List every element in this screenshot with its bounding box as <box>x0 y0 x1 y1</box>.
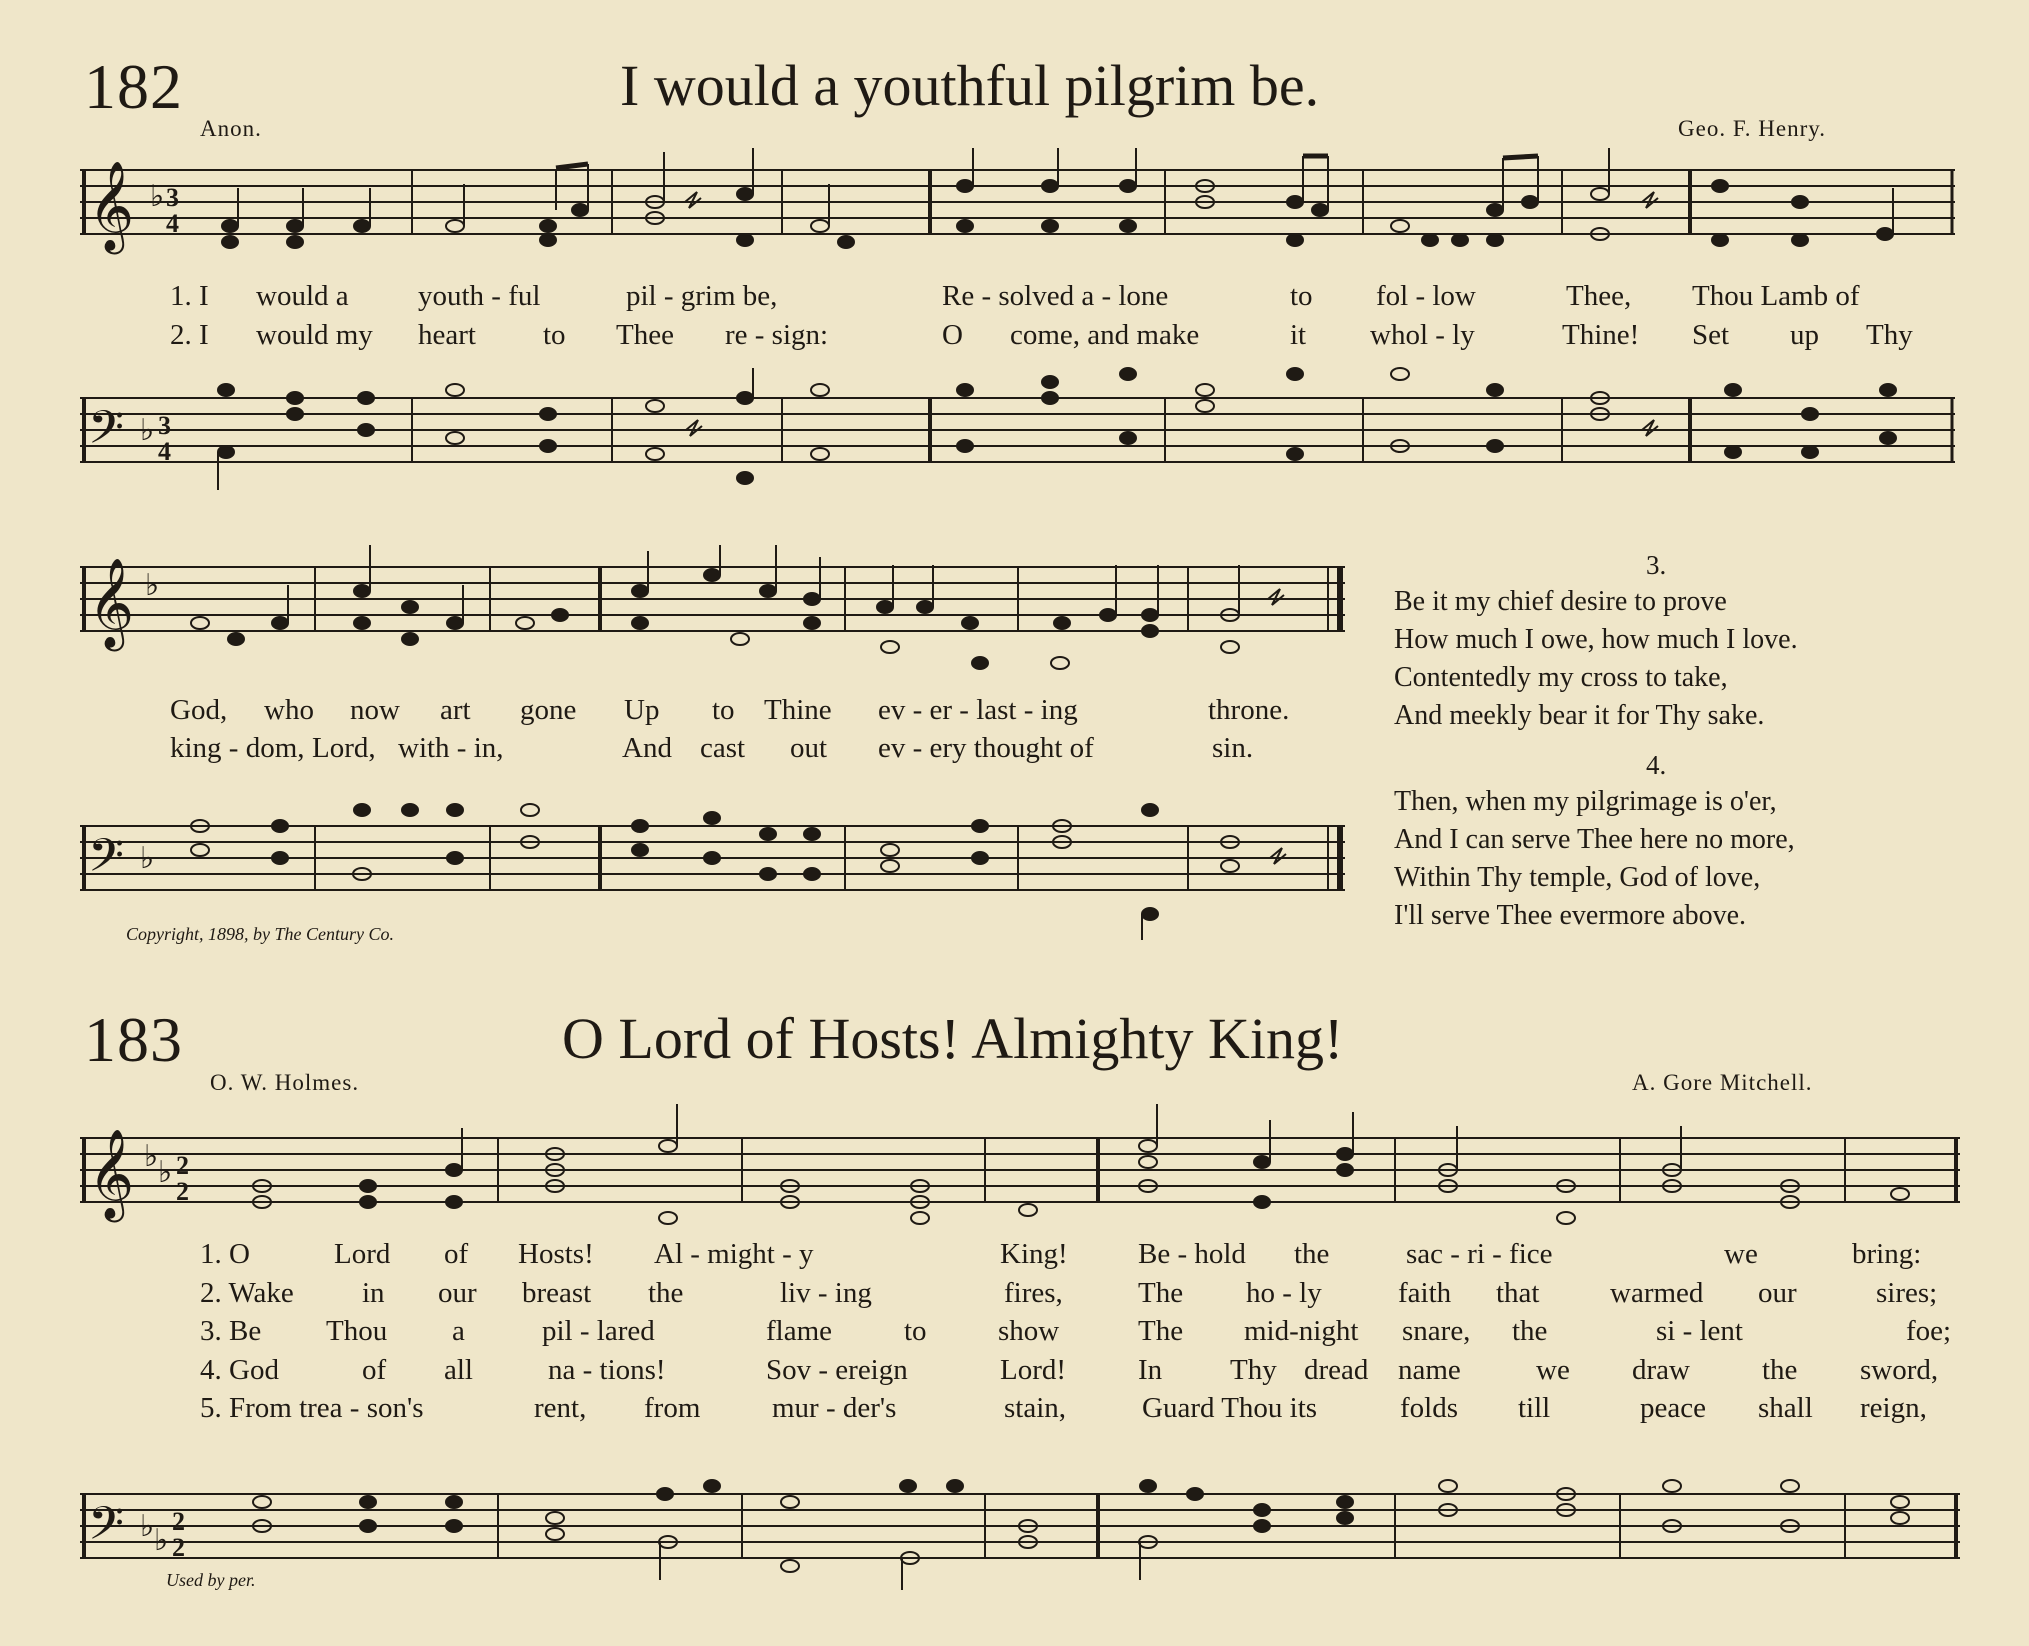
lyric-word: The <box>1138 1277 1184 1309</box>
svg-text:♭: ♭ <box>154 1524 169 1557</box>
lyric-word: art <box>440 694 471 726</box>
svg-text:3: 3 <box>158 411 171 440</box>
lyric-word: Thee <box>616 319 674 351</box>
lyric-word: of <box>362 1354 387 1386</box>
hymn-182-copyright: Copyright, 1898, by The Century Co. <box>126 924 394 944</box>
lyric-word: Lord, <box>312 732 376 764</box>
stanza-line: And meekly bear it for Thy sake. <box>1394 700 1765 731</box>
lyric-word: till <box>1518 1392 1551 1424</box>
stanza-line: And I can serve Thee here no more, <box>1394 824 1795 855</box>
lyric-word: the <box>648 1277 684 1309</box>
svg-text:2: 2 <box>176 1177 189 1206</box>
hymn-183-permission-note: Used by per. <box>166 1570 256 1590</box>
lyric-word: ev - er - last - ing <box>878 694 1078 726</box>
lyric-word: sires; <box>1876 1277 1938 1309</box>
lyric-word: draw <box>1632 1354 1690 1386</box>
hymn-183-verse4-lyrics <box>0 1354 2029 1388</box>
svg-text:2: 2 <box>176 1151 189 1180</box>
lyric-word: Thou <box>326 1315 388 1347</box>
lyric-word: up <box>1790 319 1819 351</box>
lyric-word: faith <box>1398 1277 1452 1309</box>
lyric-word: whol - ly <box>1370 319 1475 351</box>
lyric-word: throne. <box>1208 694 1290 726</box>
hymn-183-verse5-lyrics <box>0 1392 2029 1426</box>
lyric-word: 1. O <box>200 1238 250 1270</box>
lyric-word: fol - low <box>1376 280 1476 312</box>
lyric-word: O <box>942 319 963 351</box>
stanza-line: I'll serve Thee evermore above. <box>1394 900 1747 931</box>
lyric-word: to <box>543 319 566 351</box>
stanza-line: Within Thy temple, God of love, <box>1394 862 1761 893</box>
svg-text:♭: ♭ <box>140 1510 155 1543</box>
svg-text:4: 4 <box>166 209 179 238</box>
lyric-word: re - sign: <box>725 319 829 351</box>
hymn-183-title: O Lord of Hosts! Almighty King! <box>562 1006 1344 1071</box>
svg-text:2: 2 <box>172 1507 185 1536</box>
lyric-word: that <box>1496 1277 1540 1309</box>
hymn-183-music-credit: A. Gore Mitchell. <box>1632 1070 1813 1095</box>
hymn-182-system2-verse1-lyrics <box>0 694 1380 728</box>
lyric-word: Lord <box>334 1238 391 1270</box>
lyric-word: mur - der's <box>772 1392 897 1424</box>
svg-text:𝄢: 𝄢 <box>88 401 125 466</box>
lyric-word: sword, <box>1860 1354 1939 1386</box>
lyric-word: Hosts! <box>518 1238 594 1270</box>
lyric-word: King! <box>1000 1238 1068 1270</box>
hymn-183-verse3-lyrics <box>0 1315 2029 1349</box>
lyric-word: stain, <box>1004 1392 1067 1424</box>
stanza-line: Contentedly my cross to take, <box>1394 662 1728 693</box>
lyric-word: warmed <box>1610 1277 1704 1309</box>
hymn-182-system1-treble-staff <box>0 148 2029 288</box>
svg-text:𝄞: 𝄞 <box>88 1129 135 1219</box>
stanza-line: How much I owe, how much I love. <box>1394 624 1798 655</box>
svg-text:𝄞: 𝄞 <box>88 558 135 648</box>
svg-text:𝄢: 𝄢 <box>88 829 125 894</box>
svg-text:𝄢: 𝄢 <box>88 1497 125 1562</box>
lyric-word: of <box>444 1238 469 1270</box>
hymn-183-words-credit: O. W. Holmes. <box>210 1070 360 1095</box>
lyric-word: gone <box>520 694 577 726</box>
hymn-183-verse1-lyrics <box>0 1238 2029 1272</box>
lyric-word: in <box>362 1277 385 1309</box>
lyric-word: pil - grim be, <box>626 280 778 312</box>
lyric-word: we <box>1724 1238 1758 1270</box>
lyric-word: it <box>1290 319 1307 351</box>
lyric-word: with - in, <box>398 732 504 764</box>
lyric-word: pil - lared <box>542 1315 655 1347</box>
svg-text:♭: ♭ <box>150 180 165 213</box>
hymn-182-system2-bass-staff <box>0 772 1370 942</box>
lyric-word: Thy <box>1866 319 1913 351</box>
hymn-183-verse2-lyrics <box>0 1277 2029 1311</box>
lyric-word: sac - ri - fice <box>1406 1238 1553 1270</box>
lyric-word: name <box>1398 1354 1461 1386</box>
hymn-183-treble-staff <box>0 1100 2029 1240</box>
lyric-word: show <box>998 1315 1060 1347</box>
lyric-word: Lord! <box>1000 1354 1067 1386</box>
hymn-182-number: 182 <box>84 51 183 122</box>
lyric-word: 5. From trea - son's <box>200 1392 424 1424</box>
lyric-word: Re - solved a - lone <box>942 280 1169 312</box>
svg-text:𝄞: 𝄞 <box>88 161 135 251</box>
lyric-word: sin. <box>1212 732 1254 764</box>
hymn-182-system2-treble-staff <box>0 545 1370 685</box>
lyric-word: Thy <box>1230 1354 1277 1386</box>
lyric-word: na - tions! <box>548 1354 666 1386</box>
lyric-word: God, <box>170 694 228 726</box>
lyric-word: snare, <box>1402 1315 1471 1347</box>
lyric-word: king - dom, <box>170 732 305 764</box>
stanza-number: 3. <box>1646 550 1667 580</box>
lyric-word: 2. I <box>170 319 209 351</box>
lyric-word: ev - ery thought of <box>878 732 1094 764</box>
lyric-word: youth - ful <box>418 280 541 312</box>
lyric-word: to <box>1290 280 1313 312</box>
lyric-word: 1. I <box>170 280 209 312</box>
lyric-word: Set <box>1692 319 1730 351</box>
svg-text:♭: ♭ <box>158 1156 173 1189</box>
lyric-word: Up <box>624 694 660 726</box>
lyric-word: si - lent <box>1656 1315 1743 1347</box>
lyric-word: our <box>438 1277 477 1309</box>
stanza-line: Be it my chief desire to prove <box>1394 586 1727 617</box>
lyric-word: cast <box>700 732 746 764</box>
lyric-word: shall <box>1758 1392 1813 1424</box>
lyric-word: from <box>644 1392 701 1424</box>
hymn-182-stanza-3 <box>1394 546 2014 735</box>
lyric-word: Sov - ereign <box>766 1354 908 1386</box>
lyric-word: foe; <box>1906 1315 1952 1347</box>
svg-text:♭: ♭ <box>145 569 160 602</box>
stanza-line: Then, when my pilgrimage is o'er, <box>1394 786 1777 817</box>
lyric-word: In <box>1138 1354 1163 1386</box>
lyric-word: the <box>1512 1315 1548 1347</box>
lyric-word: Al - might - y <box>654 1238 814 1270</box>
lyric-word: bring: <box>1852 1238 1922 1270</box>
lyric-word: heart <box>418 319 476 351</box>
hymn-183-bass-staff <box>0 1440 2029 1600</box>
svg-text:♭: ♭ <box>140 842 155 875</box>
lyric-word: peace <box>1640 1392 1706 1424</box>
hymn-182-system1-verse2-lyrics <box>0 319 2029 353</box>
lyric-word: mid-night <box>1244 1315 1359 1347</box>
svg-text:3: 3 <box>166 183 179 212</box>
lyric-word: fires, <box>1004 1277 1063 1309</box>
hymn-182-stanza-4 <box>1394 746 2014 935</box>
lyric-word: The <box>1138 1315 1184 1347</box>
svg-text:♭: ♭ <box>144 1140 159 1173</box>
lyric-word: come, and make <box>1010 319 1200 351</box>
lyric-word: to <box>904 1315 927 1347</box>
lyric-word: our <box>1758 1277 1797 1309</box>
lyric-word: the <box>1294 1238 1330 1270</box>
lyric-word: out <box>790 732 828 764</box>
lyric-word: Guard Thou its <box>1142 1392 1318 1424</box>
hymn-182-system1-bass-staff <box>0 360 2029 490</box>
svg-text:2: 2 <box>172 1533 185 1562</box>
lyric-word: we <box>1536 1354 1570 1386</box>
lyric-word: 4. God <box>200 1354 279 1386</box>
lyric-word: Thou Lamb of <box>1692 280 1860 312</box>
lyric-word: would a <box>256 280 349 312</box>
lyric-word: rent, <box>534 1392 587 1424</box>
lyric-word: Thine <box>764 694 832 726</box>
hymn-182-title: I would a youthful pilgrim be. <box>620 53 1320 118</box>
lyric-word: And <box>622 732 672 764</box>
hymn-182-system1-verse1-lyrics <box>0 280 2029 314</box>
lyric-word: all <box>444 1354 473 1386</box>
hymn-182-music-credit: Geo. F. Henry. <box>1678 116 1827 141</box>
lyric-word: Thine! <box>1562 319 1640 351</box>
lyric-word: reign, <box>1860 1392 1927 1424</box>
lyric-word: to <box>712 694 735 726</box>
lyric-word: flame <box>766 1315 833 1347</box>
lyric-word: breast <box>522 1277 592 1309</box>
hymn-182-words-credit: Anon. <box>200 116 262 141</box>
lyric-word: folds <box>1400 1392 1458 1424</box>
svg-text:♭: ♭ <box>140 414 155 447</box>
lyric-word: the <box>1762 1354 1798 1386</box>
lyric-word: ho - ly <box>1246 1277 1322 1309</box>
lyric-word: who <box>264 694 314 726</box>
lyric-word: dread <box>1304 1354 1369 1386</box>
svg-text:4: 4 <box>158 437 171 466</box>
lyric-word: liv - ing <box>780 1277 872 1309</box>
hymn-182-system2-verse2-lyrics <box>0 732 1380 766</box>
lyric-word: a <box>452 1315 465 1347</box>
lyric-word: would my <box>256 319 373 351</box>
lyric-word: Be - hold <box>1138 1238 1246 1270</box>
lyric-word: 3. Be <box>200 1315 262 1347</box>
lyric-word: Thee, <box>1566 280 1632 312</box>
hymn-183-number: 183 <box>84 1004 183 1075</box>
lyric-word: now <box>350 694 400 726</box>
stanza-number: 4. <box>1646 750 1667 780</box>
lyric-word: 2. Wake <box>200 1277 294 1309</box>
